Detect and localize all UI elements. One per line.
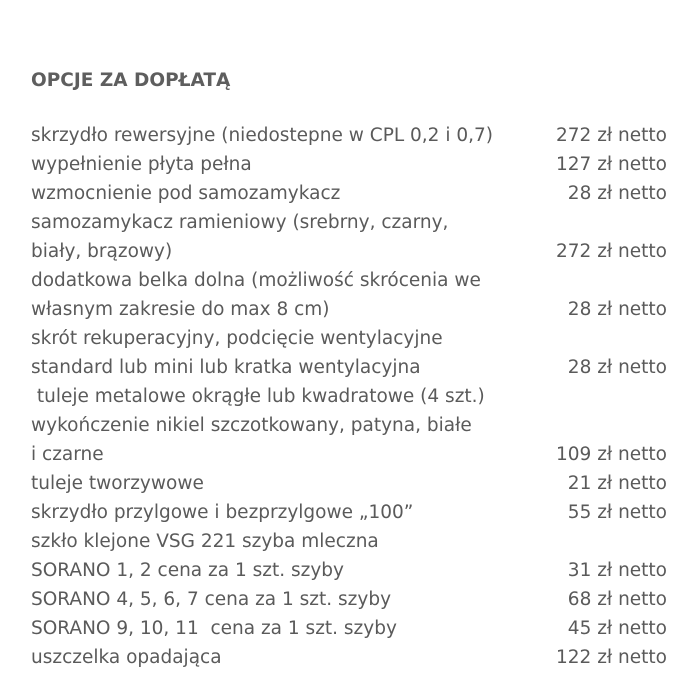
option-description: szkło klejone VSG 221 szyba mleczna [31,531,379,552]
price-row [31,324,667,353]
option-price: 122 zł netto [556,647,667,668]
price-list [31,121,667,672]
option-price: 109 zł netto [556,444,667,465]
option-description: SORANO 9, 10, 11 cena za 1 szt. szyby [31,618,397,639]
price-row [31,643,667,672]
price-row [31,150,667,179]
option-price: 45 zł netto [567,618,667,639]
option-price: 127 zł netto [556,154,667,175]
option-price: 272 zł netto [556,125,667,146]
price-row [31,411,667,440]
option-price: 272 zł netto [556,241,667,262]
option-description: SORANO 4, 5, 6, 7 cena za 1 szt. szyby [31,589,392,610]
option-description: wykończenie nikiel szczotkowany, patyna, białe [31,415,472,436]
option-description: skrzydło przylgowe i bezprzylgowe „100” [31,502,414,523]
price-row [31,121,667,150]
option-price: 31 zł netto [567,560,667,581]
price-row [31,237,667,266]
price-row [31,440,667,469]
option-description: standard lub mini lub kratka wentylacyjna [31,357,421,378]
option-price: 55 zł netto [567,502,667,523]
option-description: wypełnienie płyta pełna [31,154,252,175]
option-description: samozamykacz ramieniowy (srebrny, czarny, [31,212,449,233]
option-description: SORANO 1, 2 cena za 1 szt. szyby [31,560,344,581]
price-row [31,469,667,498]
option-description: skrót rekuperacyjny, podcięcie wentylacyjne [31,328,443,349]
option-description: biały, brązowy) [31,241,173,262]
option-description: dodatkowa belka dolna (możliwość skrócenia we [31,270,481,291]
option-price: 28 zł netto [567,299,667,320]
price-row [31,382,667,411]
option-price: 28 zł netto [567,183,667,204]
price-row [31,527,667,556]
price-row [31,585,667,614]
option-description: i czarne [31,444,104,465]
option-description: uszczelka opadająca [31,647,222,668]
price-row [31,614,667,643]
option-description: tuleje tworzywowe [31,473,204,494]
option-price: 21 zł netto [567,473,667,494]
price-row [31,295,667,324]
option-description: własnym zakresie do max 8 cm) [31,299,330,320]
option-description: skrzydło rewersyjne (niedostepne w CPL 0,2 i 0,7) [31,125,493,146]
option-price: 28 zł netto [567,357,667,378]
option-description: wzmocnienie pod samozamykacz [31,183,341,204]
price-row [31,353,667,382]
price-row [31,179,667,208]
price-row [31,556,667,585]
price-row [31,498,667,527]
section-heading: OPCJE ZA DOPŁATĄ [31,70,231,91]
price-row [31,208,667,237]
price-row [31,266,667,295]
option-price: 68 zł netto [567,589,667,610]
option-description: tuleje metalowe okrągłe lub kwadratowe (4 szt.) [31,386,485,407]
